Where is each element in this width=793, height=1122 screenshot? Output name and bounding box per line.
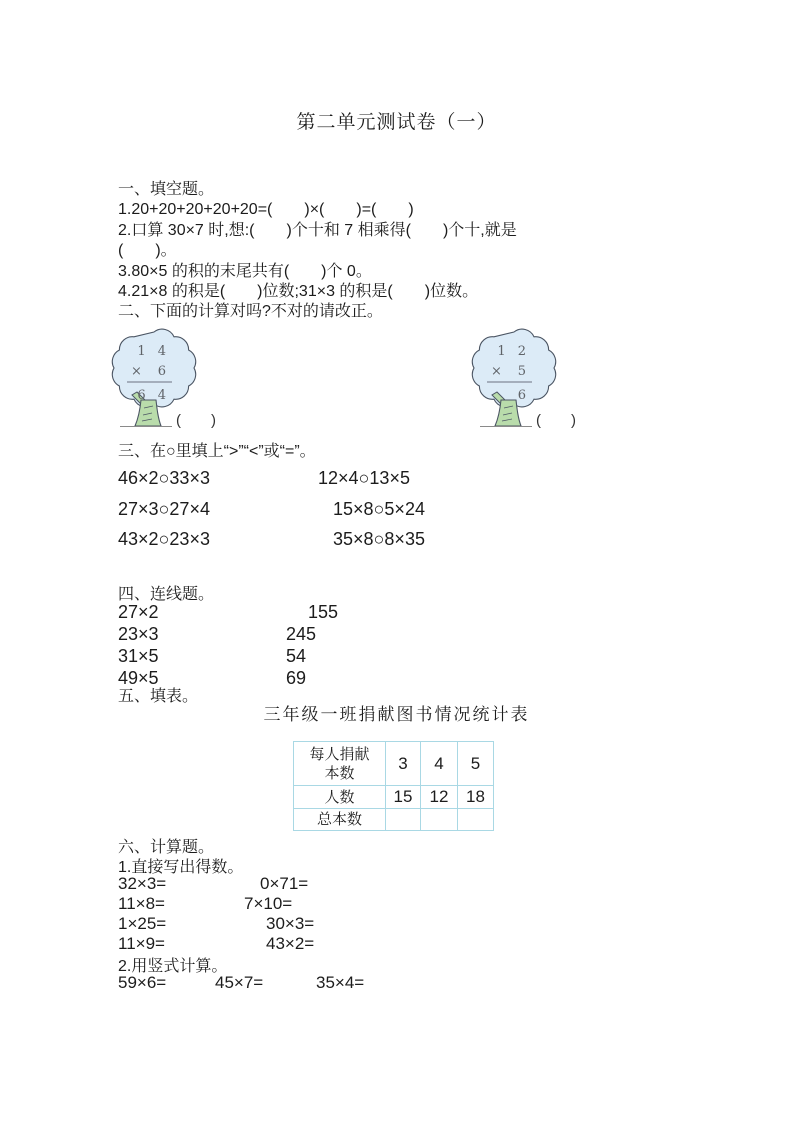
vertical-calc-row [118,973,364,993]
tree2-product: 6 [517,388,530,403]
table-cell: 5 [458,742,494,786]
match-answer: 245 [286,624,317,644]
compare-expression: 35×8○8×35 [333,529,425,549]
oral-expression: 7×10= [244,894,293,913]
fill-item-4: 4.21×8 的积是( )位数;31×3 的积是( )位数。 [118,283,479,301]
fill-item-2: 2.口算 30×7 时,想:( )个十和 7 相乘得( )个十,就是 [118,221,517,239]
section-4-heading: 四、连线题。 [118,586,215,603]
section-6-heading: 六、计算题。 [118,839,215,856]
tree1-multiply-sign: × [131,364,142,379]
table-cell: 15 [386,786,421,809]
calc-subheading-oral: 1.直接写出得数。 [118,859,244,876]
calc-subheading-vertical: 2.用竖式计算。 [118,958,228,975]
table-header-line1: 每人捐献 [309,745,370,763]
compare-expression: 43×2○23×3 [118,529,210,549]
tree-figure-2 [466,326,581,431]
match-row [118,624,316,645]
oral-calc-row [118,934,314,954]
match-row [118,602,338,623]
vertical-expression: 35×4= [316,973,365,992]
match-expression: 31×5 [118,646,159,666]
oral-expression: 11×9= [118,934,165,953]
fill-item-3: 3.80×5 的积的末尾共有( )个 0。 [118,262,372,280]
compare-expression: 27×3○27×4 [118,499,210,519]
compare-expression: 46×2○33×3 [118,468,210,488]
tree1-multiplier: 6 [157,364,170,379]
table-header-total-books: 总本数 [294,809,386,831]
table-cell: 18 [458,786,494,809]
section-3-heading: 三、在○里填上“>”“<”或“=”。 [118,443,316,460]
tree2-multiplier: 5 [517,364,530,379]
tree1-product: 6 4 [137,388,170,403]
oral-expression: 1×25= [118,914,167,933]
match-answer: 155 [308,602,339,622]
table-row [294,809,494,831]
match-answer: 69 [286,668,307,688]
compare-row [118,529,425,550]
oral-calc-row [118,894,292,914]
tree2-multiply-sign: × [491,364,502,379]
table-row [294,786,494,809]
fill-in-section [118,180,517,323]
page-title: 第二单元测试卷（一） [296,112,497,133]
table-row [294,742,494,786]
match-expression: 27×2 [118,602,159,622]
table-header-books-per-person [294,742,386,786]
section-5-heading: 五、填表。 [118,688,199,705]
match-expression: 23×3 [118,624,159,644]
table-header-line2: 本数 [324,764,355,782]
oral-expression: 32×3= [118,874,167,893]
match-expression: 49×5 [118,668,159,688]
table-cell: 3 [386,742,421,786]
oral-expression: 0×71= [260,874,309,893]
table-cell-empty [421,809,458,831]
compare-row [118,499,425,520]
oral-calc-row [118,874,308,894]
stats-table-title: 三年级一班捐献图书情况统计表 [263,705,530,724]
fill-item-2-continued: ( )。 [118,242,177,260]
table-cell: 4 [421,742,458,786]
vertical-expression: 45×7= [215,973,264,992]
compare-row [118,468,410,489]
oral-expression: 30×3= [266,914,315,933]
stats-table [293,741,494,831]
match-answer: 54 [286,646,307,666]
table-cell-empty [458,809,494,831]
table-cell: 12 [421,786,458,809]
table-header-people-count: 人数 [294,786,386,809]
table-cell-empty [386,809,421,831]
section-2-heading: 二、下面的计算对吗?不对的请改正。 [118,303,383,321]
tree2-answer-blank: ( ) [536,412,576,429]
oral-calc-row [118,914,314,934]
tree2-factors: 1 2 [497,344,530,359]
vertical-expression: 59×6= [118,973,167,992]
tree1-answer-blank: ( ) [176,412,216,429]
oral-expression: 11×8= [118,894,165,913]
compare-expression: 15×8○5×24 [333,499,425,519]
fill-item-1: 1.20+20+20+20+20=( )×( )=( ) [118,201,414,219]
tree1-factors: 1 4 [137,344,170,359]
match-row [118,646,306,667]
tree-figure-1 [106,326,221,431]
compare-expression: 12×4○13×5 [318,468,410,488]
tree-foliage-icon [472,329,555,407]
section-1-heading: 一、填空题。 [118,181,215,198]
oral-expression: 43×2= [266,934,315,953]
